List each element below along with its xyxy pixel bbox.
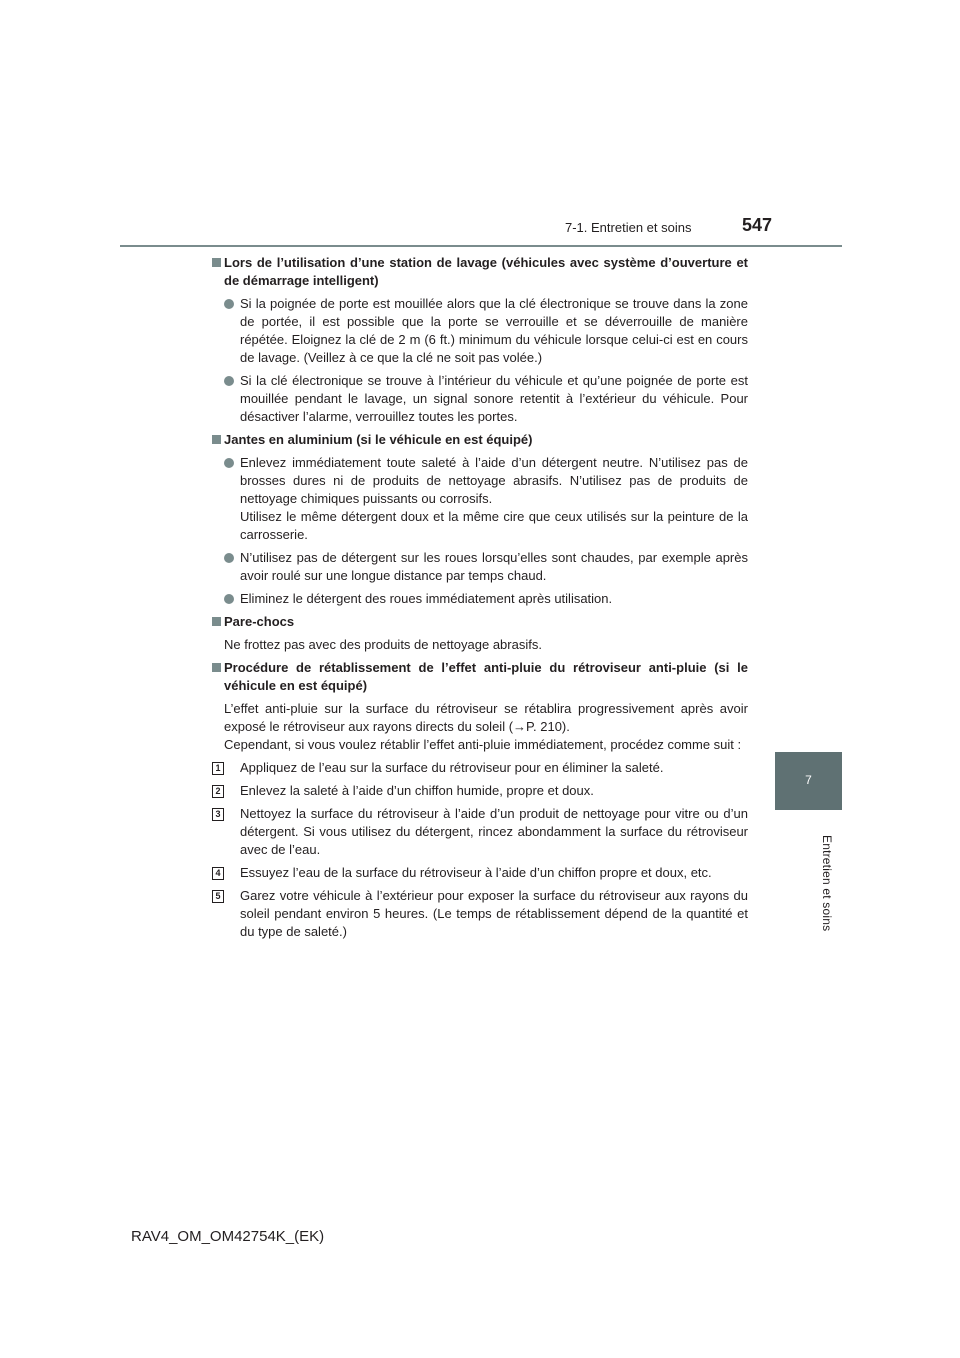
list-item-text: N’utilisez pas de détergent sur les roues lorsqu’elles sont chaudes, par exemple après avoir roulé sur une longue distance par temps chaud.	[240, 550, 748, 583]
heading-text: Jantes en aluminium (si le véhicule en est équipé)	[224, 432, 533, 447]
list-item-text: Enlevez immédiatement toute saleté à l’aide d’un détergent neutre. N’utilisez pas de brosses dures ni de produits de nettoyage abrasifs. N’utilisez pas de produits de nettoyage chimiques puissants ou corrosifs.	[240, 455, 748, 506]
step-item	[212, 759, 748, 777]
page-content	[212, 254, 748, 941]
circle-bullet-icon	[224, 458, 234, 468]
step-number: 2	[212, 785, 224, 798]
section-bumpers	[212, 613, 748, 654]
step-number: 4	[212, 867, 224, 880]
list-item	[212, 549, 748, 585]
step-item	[212, 864, 748, 882]
list-item	[212, 590, 748, 608]
page-number: 547	[742, 215, 773, 235]
list-item	[212, 372, 748, 426]
step-item	[212, 782, 748, 800]
list-item	[212, 295, 748, 367]
section-title: 7-1. Entretien et soins	[565, 220, 692, 235]
circle-bullet-icon	[224, 299, 234, 309]
heading-text: Lors de l’utilisation d’une station de lavage (véhicules avec système d’ouverture et de démarrage intelligent)	[224, 255, 748, 288]
list-item-text: Eliminez le détergent des roues immédiatement après utilisation.	[240, 591, 613, 606]
list-item-text: Si la poignée de porte est mouillée alors que la clé électronique se trouve dans la zone de portée, il est possible que la porte se verrouille et se déverrouille de manière répétée. Eloignez la clé de 2 m (6 ft.) minimum du véhicule lorsque celui-ci est en cours de lavage. (Veillez à ce que la clé ne soit pas volée.)	[240, 296, 748, 365]
section-car-wash	[212, 254, 748, 426]
chapter-number: 7	[805, 773, 812, 787]
paragraph	[212, 700, 748, 754]
section-heading	[212, 254, 748, 290]
step-text: Appliquez de l’eau sur la surface du rétroviseur pour en éliminer la saleté.	[240, 760, 664, 775]
section-heading	[212, 431, 748, 449]
section-heading	[212, 613, 748, 631]
chapter-title: Entretien et soins	[820, 835, 834, 932]
list-item-extra-text: Utilisez le même détergent doux et la même cire que ceux utilisés sur la peinture de la carrosserie.	[240, 509, 748, 542]
paragraph-text: L’effet anti-pluie sur la surface du rétroviseur se rétablira progressivement après avoir exposé le rétroviseur aux rayons directs du soleil (→P. 210).	[224, 701, 748, 734]
step-text: Enlevez la saleté à l’aide d’un chiffon humide, propre et doux.	[240, 783, 594, 798]
section-heading	[212, 659, 748, 695]
step-item	[212, 887, 748, 941]
paragraph: Ne frottez pas avec des produits de nettoyage abrasifs.	[224, 637, 542, 652]
step-text: Essuyez l’eau de la surface du rétroviseur à l’aide d’un chiffon propre et doux, etc.	[240, 865, 712, 880]
list-item-text: Si la clé électronique se trouve à l’intérieur du véhicule et qu’une poignée de porte est mouillée pendant le lavage, un signal sonore retentit à l’extérieur du véhicule. Pour désactiver l’alarme, verrouillez toutes les portes.	[240, 373, 748, 424]
circle-bullet-icon	[224, 594, 234, 604]
step-number: 3	[212, 808, 224, 821]
section-aluminium-wheels	[212, 431, 748, 608]
circle-bullet-icon	[224, 553, 234, 563]
step-text: Nettoyez la surface du rétroviseur à l’aide d’un produit de nettoyage pour vitre ou d’un détergent. Si vous utilisez du détergent, rincez abondamment la surface du rétroviseur avec de l’eau.	[240, 806, 748, 857]
chapter-tab	[775, 752, 842, 810]
square-bullet-icon	[212, 663, 221, 672]
document-code: RAV4_OM_OM42754K_(EK)	[131, 1228, 325, 1245]
step-number: 1	[212, 762, 224, 775]
heading-text: Pare-chocs	[224, 614, 295, 629]
heading-text: Procédure de rétablissement de l’effet anti-pluie du rétroviseur anti-pluie (si le véhicule en est équipé)	[224, 660, 748, 693]
step-item	[212, 805, 748, 859]
square-bullet-icon	[212, 617, 221, 626]
square-bullet-icon	[212, 435, 221, 444]
paragraph-text: Cependant, si vous voulez rétablir l’effet anti-pluie immédiatement, procédez comme suit :	[224, 737, 742, 752]
header-divider	[120, 245, 842, 247]
step-number: 5	[212, 890, 224, 903]
list-item	[212, 454, 748, 544]
circle-bullet-icon	[224, 376, 234, 386]
steps-list	[212, 759, 748, 941]
step-text: Garez votre véhicule à l’extérieur pour exposer la surface du rétroviseur aux rayons du soleil pendant environ 5 heures. (Le temps de rétablissement dépend de la quantité et du type de saleté.)	[240, 888, 748, 939]
section-rain-repellent-mirror	[212, 659, 748, 941]
square-bullet-icon	[212, 258, 221, 267]
